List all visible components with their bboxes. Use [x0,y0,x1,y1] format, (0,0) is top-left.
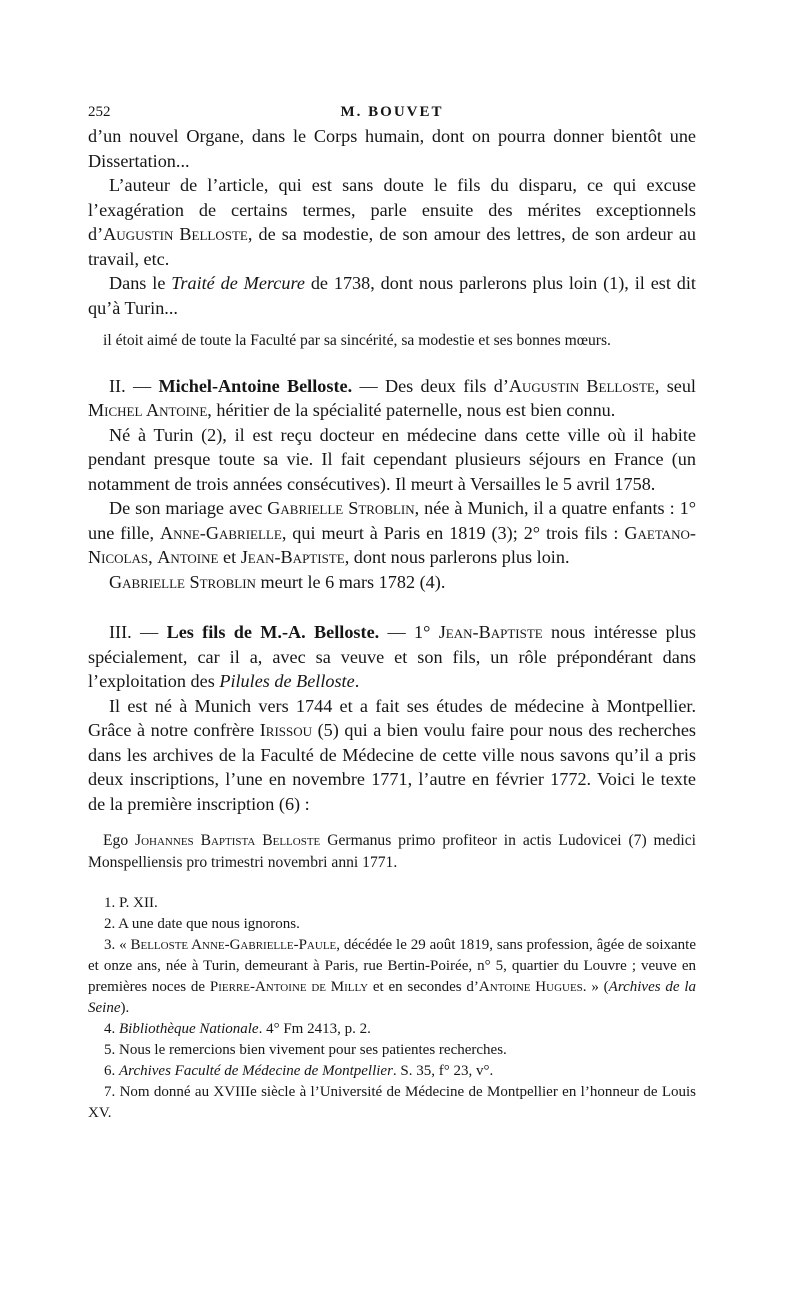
block-quote: il étoit aimé de toute la Faculté par sa sincérité, sa modestie et ses bonnes mœurs. [103,332,611,349]
footnote-5: 5. Nous le remercions bien vivement pour ses patientes recherches. [104,1042,507,1058]
footnote-ref: (4) [419,571,441,592]
paragraph-traite: Dans le Traité de Mercure de 1738, dont nous parlerons plus loin (1), il est dit qu’à Turin... [88,273,696,318]
paragraph-turin: Né à Turin (2), il est reçu docteur en médecine dans cette ville où il habite pendant presque toute sa vie. Il fait cependant plusieurs séjours en France (un notamment de trois années consécutives). Il meurt à Versailles le 5 avril 1758. [88,424,696,494]
section-ii-heading-paragraph: II. — Michel-Antoine Belloste. — Des deux fils d’Augustin Belloste, seul Michel Antoine, héritier de la spécialité paternelle, nous est bien connu. [88,375,696,420]
footnote-ref: (2) [201,424,223,445]
footnote-ref: (1) [603,273,625,293]
paragraph-munich: Il est né à Munich vers 1744 et a fait ses études de médecine à Montpellier. Grâce à notre confrère Irissou (5) qui a bien voulu faire pour nous des recherches dans les archives de la Faculté de Médecine de cette ville nous savons qu’il a pris deux inscriptions, l’une en novembre 1771, l’autre en février 1772. Voici le texte de la première inscription (6) : [88,695,696,814]
paragraph-mariage: De son mariage avec Gabrielle Stroblin, née à Munich, il a quatre enfants : 1° une fille, Anne-Gabrielle, qui meurt à Paris en 1819 (3); 2° trois fils : Gaetano-Nicolas, Antoine et Jean-Baptiste, dont nous parlerons plus loin. [88,498,696,567]
footnote-3: 3. « Belloste Anne-Gabrielle-Paule, décédée le 29 août 1819, sans profession, âgée de soixante et onze ans, née à Turin, demeurant à Paris, rue Bertin-Poirée, n° 5, quartier du Louvre ; veuve en premières noces de Pierre-Antoine de Milly et en secondes d’Antoine Hugues. » (Archives de la Seine). [88,937,697,1016]
footnote-7: 7. Nom donné au XVIIIe siècle à l’Université de Médecine de Montpellier en l’honneur de Louis XV. [88,1084,696,1121]
paragraph-author: L’auteur de l’article, qui est sans doute le fils du disparu, ce qui excuse l’exagération de certains termes, parle ensuite des mérites exceptionnels d’Augustin Belloste, de sa modestie, de son amour des lettres, de son ardeur au travail, etc. [88,175,696,269]
book-page [88,98,696,1124]
footnote-ref: (7) [628,832,647,849]
page-header [88,98,696,124]
page-number: 252 [88,104,111,120]
footnote-6: 6. Archives Faculté de Médecine de Montpellier. S. 35, f° 23, v°. [104,1063,494,1079]
running-head: M. BOUVET [340,104,444,120]
footnotes [88,893,696,1124]
section-title: Michel-Antoine Belloste. [158,375,353,396]
section-iii-heading-paragraph: III. — Les fils de M.-A. Belloste. — 1° Jean-Baptiste nous intéresse plus spécialement, car il a, avec sa veuve et son fils, un rôle prépondérant dans l’exploitation des Pilules de Belloste. [88,622,696,691]
footnote-2: 2. A une date que nous ignorons. [104,916,300,932]
footnote-4: 4. Bibliothèque Nationale. 4° Fm 2413, p. 2. [104,1021,371,1037]
footnote-ref: (3) [491,522,513,543]
footnote-ref: (5) [317,720,339,740]
latin-inscription-quote: Ego Johannes Baptista Belloste Germanus primo profiteor in actis Ludovicei (7) medici Monspelliensis pro trimestri novembri anni 1771. [88,832,696,871]
paragraph-gabrielle: Gabrielle Stroblin meurt le 6 mars 1782 (4). [109,571,446,592]
footnote-1: 1. P. XII. [104,895,158,911]
footnote-ref: (6) [278,793,301,814]
section-title: Les fils de M.-A. Belloste. [166,622,380,642]
paragraph-continuation: d’un nouvel Organe, dans le Corps humain, dont on pourra donner bientôt une Dissertation... [88,126,696,171]
